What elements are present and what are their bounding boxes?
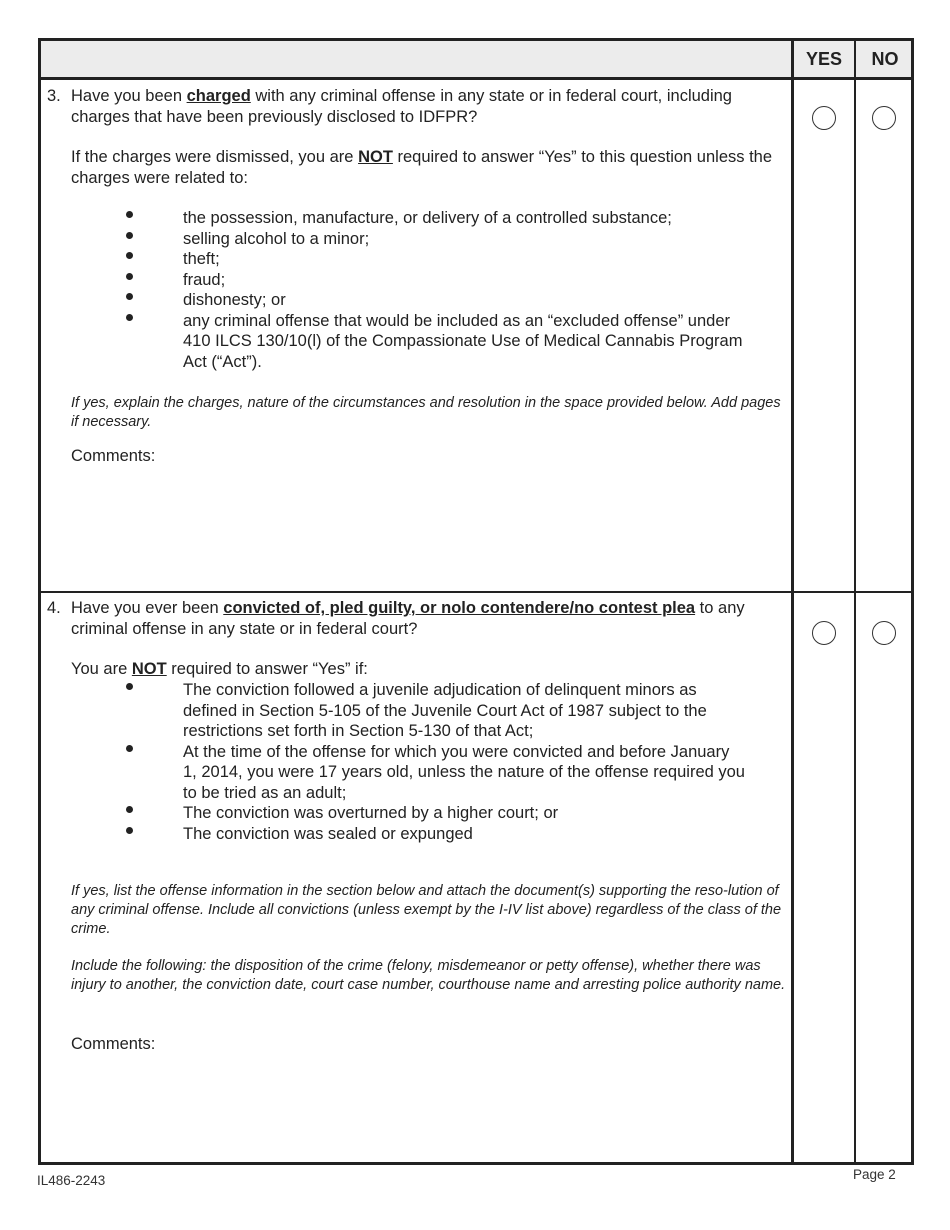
question-3-instruction: If yes, explain the charges, nature of the circumstances and resolution in the space provided below. Add pages if necessary. [71, 395, 781, 430]
list-item: selling alcohol to a minor; [126, 229, 746, 250]
yes-column-header: YES [805, 49, 843, 69]
column-divider [854, 41, 856, 1162]
question-4-include-instruction: Include the following: the disposition of the crime (felony, misdemeanor or petty offense), whether there was injury to another, the conviction date, court case number, courthouse name and arresting police authority name. [71, 958, 786, 993]
q3-yes-radio[interactable] [812, 106, 836, 130]
bullet-icon [126, 232, 133, 239]
emphasis-not: NOT [131, 660, 167, 678]
list-item: theft; [126, 249, 746, 270]
list-item: At the time of the offense for which you were convicted and before January 1, 2014, you were 17 years old, unless the nature of the offense required you to be tried as an adult; [126, 742, 746, 804]
q4-yes-radio[interactable] [812, 621, 836, 645]
bullet-icon [126, 806, 133, 813]
emphasis-not: NOT [358, 148, 393, 166]
question-4-instruction: If yes, list the offense information in the section below and attach the document(s) supporting the reso-lution of any criminal offense. Include all convictions (unless exempt by the I-IV list above) regardless of the class of the crime. [71, 883, 782, 937]
bullet-icon [126, 273, 133, 280]
question-3-comments-label: Comments: [71, 447, 156, 465]
question-number: 3. [47, 87, 61, 105]
list-item: the possession, manufacture, or delivery of a controlled substance; [126, 208, 746, 229]
list-item: The conviction followed a juvenile adjudication of delinquent minors as defined in Section 5-105 of the Juvenile Court Act of 1987 subject to the restrictions set forth in Section 5-130 of that Act; [126, 680, 746, 742]
question-4-note: You are NOT required to answer “Yes” if: [71, 660, 368, 678]
emphasis-charged: charged [186, 87, 251, 105]
q3-no-radio[interactable] [872, 106, 896, 130]
row-divider [41, 591, 911, 593]
bullet-icon [126, 314, 133, 321]
table-header-row [41, 41, 911, 80]
list-item: dishonesty; or [126, 290, 746, 311]
question-4-comments-label: Comments: [71, 1035, 156, 1053]
list-item: any criminal offense that would be included as an “excluded offense” under 410 ILCS 130/10(l) of the Compassionate Use of Medical Cannabis Program Act (“Act”). [126, 311, 746, 373]
emphasis-convicted: convicted of, pled guilty, or nolo contendere/no contest plea [223, 599, 696, 617]
column-divider [791, 41, 794, 1162]
bullet-icon [126, 683, 133, 690]
list-item: The conviction was overturned by a higher court; or [126, 803, 746, 824]
question-3-exceptions-list [126, 208, 746, 372]
question-3-text: Have you been charged with any criminal offense in any state or in federal court, including charges that have been previously disclosed to IDFPR? [71, 87, 732, 126]
no-column-header: NO [871, 49, 899, 69]
list-item: fraud; [126, 270, 746, 291]
question-4-exceptions-list [126, 680, 746, 844]
question-table [38, 38, 914, 1165]
bullet-icon [126, 252, 133, 259]
bullet-icon [126, 827, 133, 834]
bullet-icon [126, 293, 133, 300]
question-number: 4. [47, 599, 61, 617]
page-number: Page 2 [853, 1167, 896, 1182]
bullet-icon [126, 211, 133, 218]
question-4-text: Have you ever been convicted of, pled guilty, or nolo contendere/no contest plea to any criminal offense in any state or in federal court? [71, 599, 745, 638]
form-id: IL486-2243 [37, 1173, 106, 1188]
list-item: The conviction was sealed or expunged [126, 824, 746, 845]
question-3-note: If the charges were dismissed, you are NOT required to answer “Yes” to this question unless the charges were related to: [71, 148, 773, 187]
bullet-icon [126, 745, 133, 752]
q4-no-radio[interactable] [872, 621, 896, 645]
